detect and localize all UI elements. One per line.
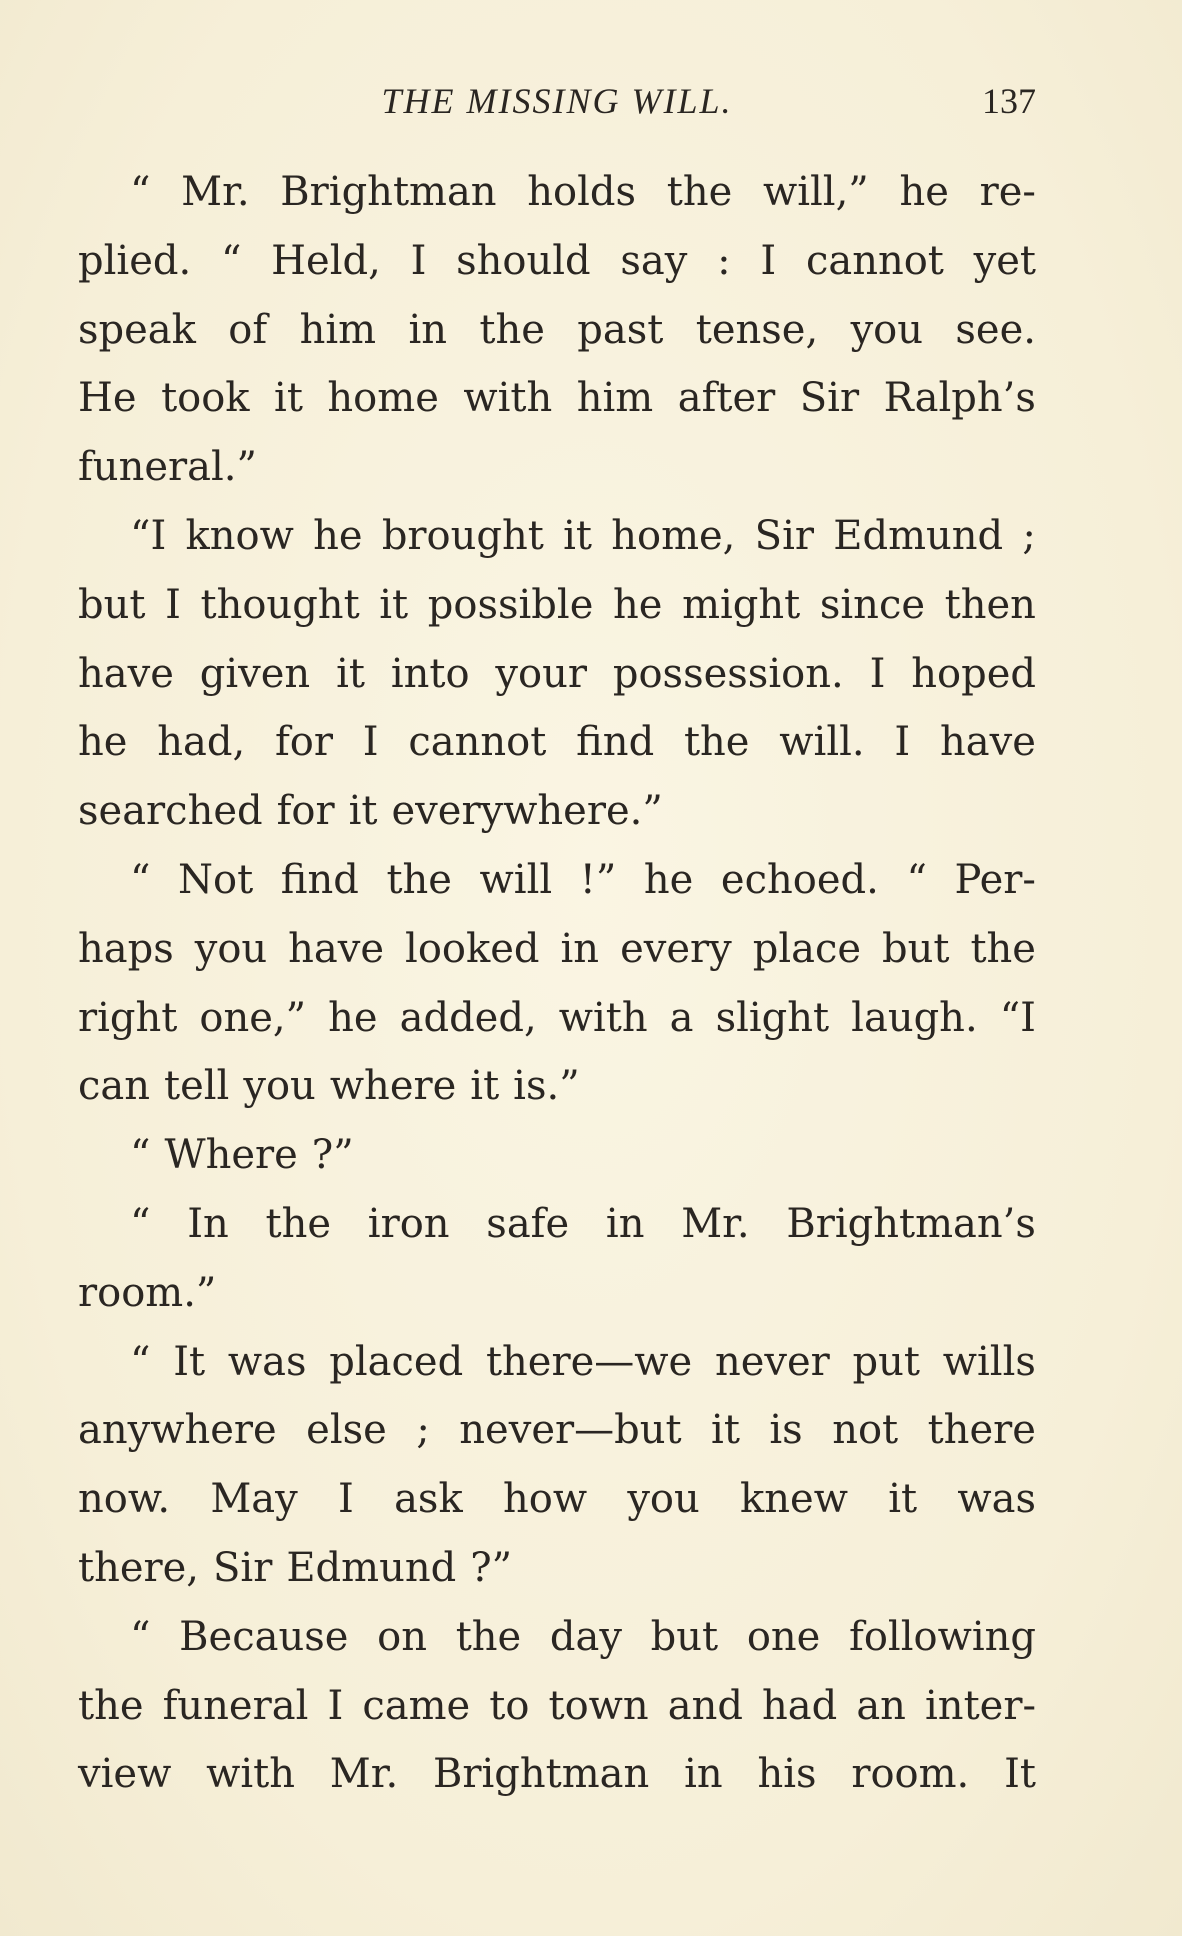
text-line: “ Where ?” [130,1132,354,1179]
text-line: but I thought it possible he might since then [78,581,1036,628]
text-line: can tell you where it is.” [78,1063,580,1110]
text-line: searched for it everywhere.” [78,788,663,835]
text-line: haps you have looked in every place but the [78,925,1036,972]
running-title: THE MISSING WILL. [381,81,733,121]
text-line: “ In the iron safe in Mr. Brightman’s [130,1200,1036,1247]
text-line: he had, for I cannot find the will. I have [78,719,1036,766]
text-line: there, Sir Edmund ?” [78,1544,513,1591]
text-line: “I know he brought it home, Sir Edmund ; [130,512,1036,559]
text-line: right one,” he added, with a slight laugh. “I [78,994,1036,1041]
text-line: speak of him in the past tense, you see. [78,306,1036,353]
text-line: have given it into your possession. I hoped [78,650,1036,697]
text-line: “ Because on the day but one following [130,1613,1036,1660]
page-number: 137 [982,81,1036,121]
running-head [78,76,1036,126]
text-line: He took it home with him after Sir Ralph’s [78,375,1036,422]
text-line: now. May I ask how you knew it was [78,1476,1036,1523]
text-line: plied. “ Held, I should say : I cannot yet [78,237,1036,284]
text-line: “ Mr. Brightman holds the will,” he re- [130,169,1036,215]
text-line: “ Not find the will !” he echoed. “ Per- [130,856,1036,903]
text-line: funeral.” [78,444,257,491]
text-line: room.” [78,1269,217,1316]
text-line: “ It was placed there—we never put wills [130,1338,1036,1385]
body-text [78,158,1036,1809]
text-line: view with Mr. Brightman in his room. It [78,1751,1036,1798]
text-line: the funeral I came to town and had an inter- [78,1682,1036,1729]
text-line: anywhere else ; never—but it is not there [78,1407,1036,1454]
